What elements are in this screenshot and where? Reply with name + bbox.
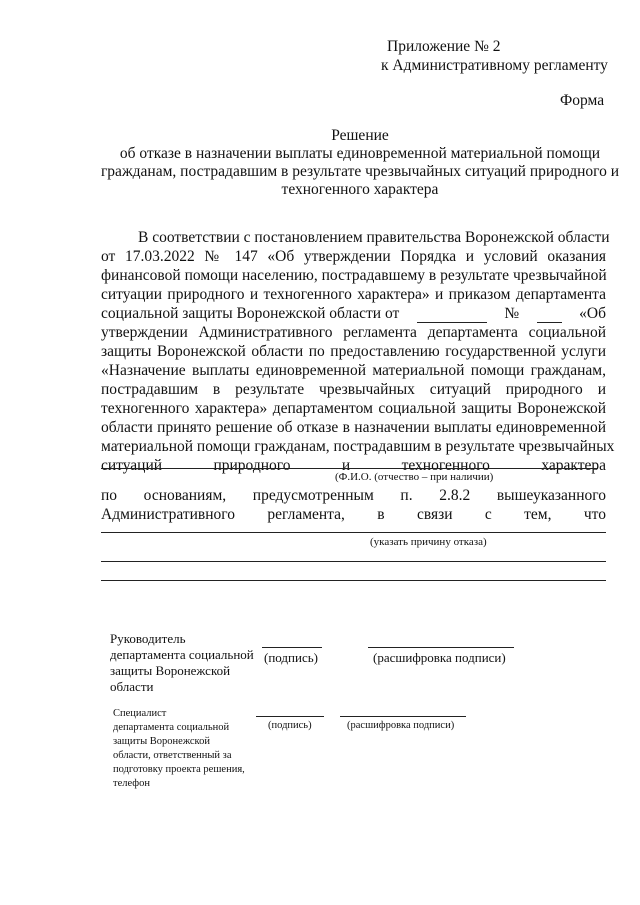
title-line: департамента социальной xyxy=(113,722,230,733)
fio-underline xyxy=(101,468,598,469)
title-line: области xyxy=(110,679,154,694)
order-number-sign: № xyxy=(504,305,520,322)
paragraph-fragment: социальной защиты Воронежской области от xyxy=(101,305,400,322)
paragraph-line: от 17.03.2022 № 147 «Об утверждении Порядка и условий оказания xyxy=(101,248,606,265)
title-line: телефон xyxy=(113,778,150,789)
fio-caption: (Ф.И.О. (отчество – при наличии) xyxy=(335,471,494,483)
title-line: защиты Воронежской xyxy=(113,736,210,747)
reason-underline-3 xyxy=(101,580,606,581)
paragraph-line: области принято решение об отказе в назначении выплаты единовременной xyxy=(101,419,606,436)
title-line: защиты Воронежской xyxy=(110,663,231,678)
paragraph-line: В соответствии с постановлением правительства Воронежской области xyxy=(138,229,610,246)
paragraph-fragment: «Об xyxy=(579,305,606,322)
title-line: подготовку проекта решения, xyxy=(113,764,245,775)
paragraph-line: «Назначение выплаты единовременной материальной помощи гражданам, xyxy=(101,362,606,379)
paragraph-line-with-blanks xyxy=(101,304,606,323)
decision-paragraph xyxy=(101,228,615,475)
paragraph-line: утверждении Административного регламента департамента социальной xyxy=(101,324,606,341)
document-title: Решение xyxy=(331,127,389,144)
order-number-blank xyxy=(537,310,562,323)
paragraph-line: ситуации природного и техногенного характера» и приказом департамента xyxy=(101,286,606,303)
form-label: Форма xyxy=(560,92,605,109)
paragraph-line: пострадавшим в результате чрезвычайных ситуаций природного и xyxy=(101,381,606,398)
paragraph-line: финансовой помощи населению, пострадавшему в результате чрезвычайной xyxy=(101,267,607,284)
specialist-signature-line xyxy=(256,716,324,717)
order-date-blank xyxy=(417,310,487,323)
reason-underline-1 xyxy=(101,532,606,533)
title-line: департамента социальной xyxy=(110,647,254,662)
head-decode-caption: (расшифровка подписи) xyxy=(373,650,506,665)
reason-underline-2 xyxy=(101,561,606,562)
document-subtitle-line-2: гражданам, пострадавшим в результате чрезвычайных ситуаций природного и xyxy=(100,163,620,180)
document-subtitle-line-1: об отказе в назначении выплаты единовременной материальной помощи xyxy=(119,145,601,162)
paragraph-line: материальной помощи гражданам, пострадавшим в результате чрезвычайных xyxy=(101,438,615,455)
grounds-paragraph xyxy=(101,486,606,524)
head-decode-line xyxy=(368,647,514,648)
appendix-number: Приложение № 2 xyxy=(387,38,501,55)
head-signature-line xyxy=(262,647,322,648)
specialist-signature-caption: (подпись) xyxy=(268,720,312,731)
specialist-decode-caption: (расшифровка подписи) xyxy=(347,720,455,731)
specialist-decode-line xyxy=(340,716,466,717)
title-line: Специалист xyxy=(113,708,167,719)
specialist-title xyxy=(113,707,245,791)
paragraph-line: техногенного характера» департаментом социальной защиты Воронежской xyxy=(101,400,606,417)
appendix-reference: к Административному регламенту xyxy=(381,57,608,74)
head-signatory-title xyxy=(110,631,254,695)
document-subtitle-line-3: техногенного характера xyxy=(281,181,439,198)
paragraph-line: защиты Воронежской области по предоставлению государственной услуги xyxy=(101,343,606,360)
title-line: Руководитель xyxy=(110,631,186,646)
reason-caption: (указать причину отказа) xyxy=(370,536,487,548)
paragraph-line: Административного регламента, в связи с тем, что xyxy=(101,506,606,523)
paragraph-line: ситуаций природного и техногенного характера xyxy=(101,457,606,474)
head-signature-caption: (подпись) xyxy=(264,650,318,665)
paragraph-line: по основаниям, предусмотренным п. 2.8.2 вышеуказанного xyxy=(101,487,606,504)
title-line: области, ответственный за xyxy=(113,750,232,761)
